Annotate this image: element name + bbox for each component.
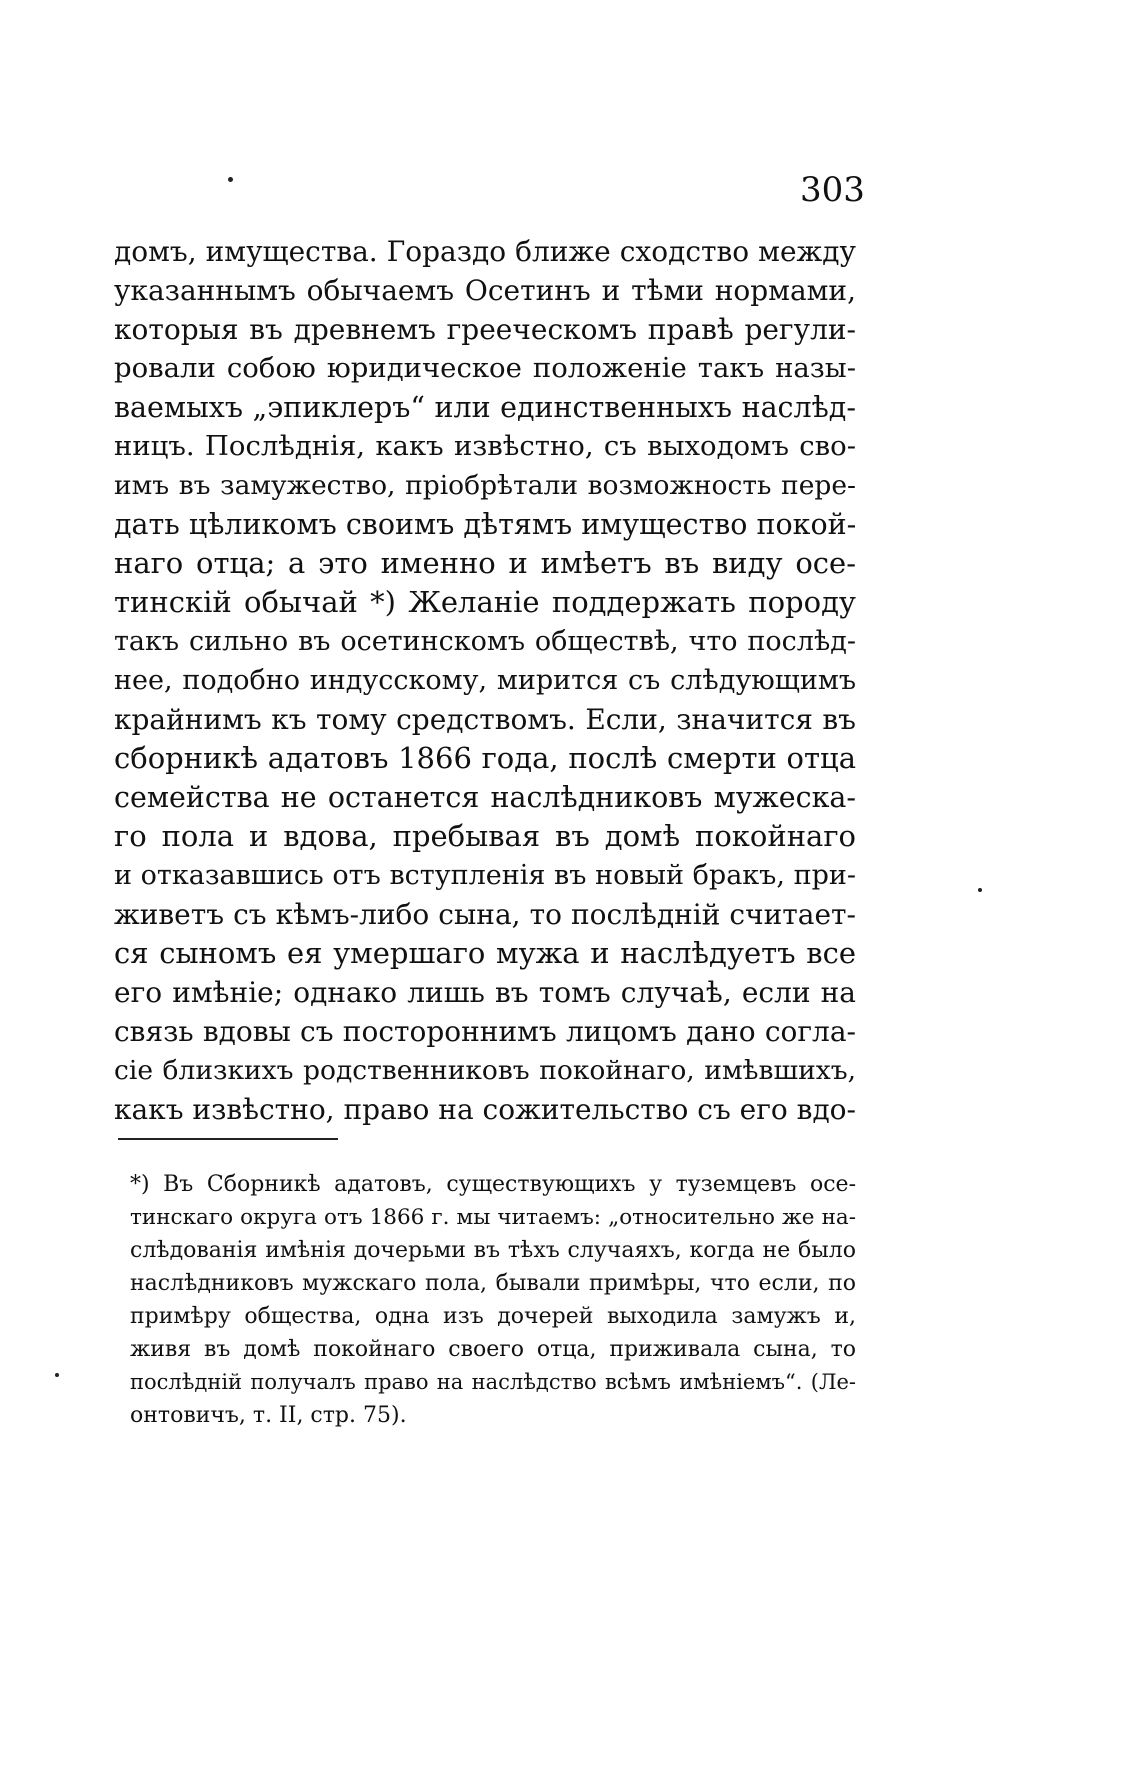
text-line: домъ, имущества. Гораздо ближе сходство между: [114, 235, 856, 268]
print-speck: [978, 888, 982, 892]
footnote-line: тинскаго округа отъ 1866 г. мы читаемъ: „относительно же на-: [130, 1205, 856, 1230]
footnote-line: живя въ домѣ покойнаго своего отца, приживала сына, то: [130, 1337, 856, 1362]
footnote-line: онтовичъ, т. II, стр. 75).: [130, 1403, 407, 1428]
text-line: сборникѣ адатовъ 1866 года, послѣ смерти отца: [114, 741, 856, 775]
text-line: его имѣніе; однако лишь въ томъ случаѣ, если на: [114, 976, 856, 1009]
text-line: семейства не останется наслѣдниковъ мужеска-: [114, 781, 856, 814]
text-line: дать цѣликомъ своимъ дѣтямъ имущество покой-: [114, 508, 857, 541]
print-speck: [55, 1373, 59, 1377]
text-line: и отказавшись отъ вступленія въ новый бракъ, при-: [114, 860, 856, 891]
text-line: такъ сильно въ осетинскомъ обществѣ, что послѣд-: [114, 626, 856, 657]
text-line: ся сыномъ ея умершаго мужа и наслѣдуетъ все: [114, 936, 856, 970]
text-line: какъ извѣстно, право на сожительство съ его вдо-: [114, 1093, 856, 1126]
text-line: крайнимъ къ тому средствомъ. Если, значится въ: [114, 703, 856, 736]
footnote-line: слѣдованія имѣнія дочерьми въ тѣхъ случаяхъ, когда не было: [130, 1238, 856, 1263]
footnote-separator: [118, 1138, 338, 1140]
text-line: сіе близкихъ родственниковъ покойнаго, имѣвшихъ,: [114, 1055, 856, 1086]
text-line: имъ въ замужество, пріобрѣтали возможность пере-: [114, 470, 856, 501]
text-line: ваемыхъ „эпиклеръ“ или единственныхъ наслѣд-: [114, 391, 856, 424]
text-line: наго отца; а это именно и имѣетъ въ виду осе-: [114, 546, 856, 580]
footnote-line: *) Въ Сборникѣ адатовъ, существующихъ у туземцевъ осе-: [130, 1172, 856, 1197]
text-line: живетъ съ кѣмъ-либо сына, то послѣдній считает-: [114, 898, 856, 931]
footnote: [130, 1168, 856, 1432]
text-line: которыя въ древнемъ грееческомъ правѣ регули-: [114, 313, 856, 346]
text-line: ницъ. Послѣднія, какъ извѣстно, съ выходомъ сво-: [114, 430, 856, 462]
print-speck: [228, 177, 233, 182]
text-line: указаннымъ обычаемъ Осетинъ и тѣми нормами,: [114, 274, 856, 307]
footnote-line: примѣру общества, одна изъ дочерей выходила замужъ и,: [130, 1304, 856, 1329]
footnote-line: наслѣдниковъ мужскаго пола, бывали примѣры, что если, по: [130, 1271, 856, 1296]
footnote-line: послѣдній получалъ право на наслѣдство всѣмъ имѣніемъ“. (Ле-: [130, 1370, 856, 1394]
text-line: го пола и вдова, пребывая въ домѣ покойнаго: [114, 819, 856, 853]
text-line: тинскій обычай *) Желаніе поддержать породу: [114, 585, 856, 619]
main-text: [114, 232, 856, 1129]
page-number: 303: [800, 170, 865, 210]
text-line: нее, подобно индусскому, мирится съ слѣдующимъ: [114, 665, 856, 696]
text-line: ровали собою юридическое положеніе такъ назы-: [114, 352, 856, 384]
text-line: связь вдовы съ постороннимъ лицомъ дано согла-: [114, 1015, 856, 1048]
